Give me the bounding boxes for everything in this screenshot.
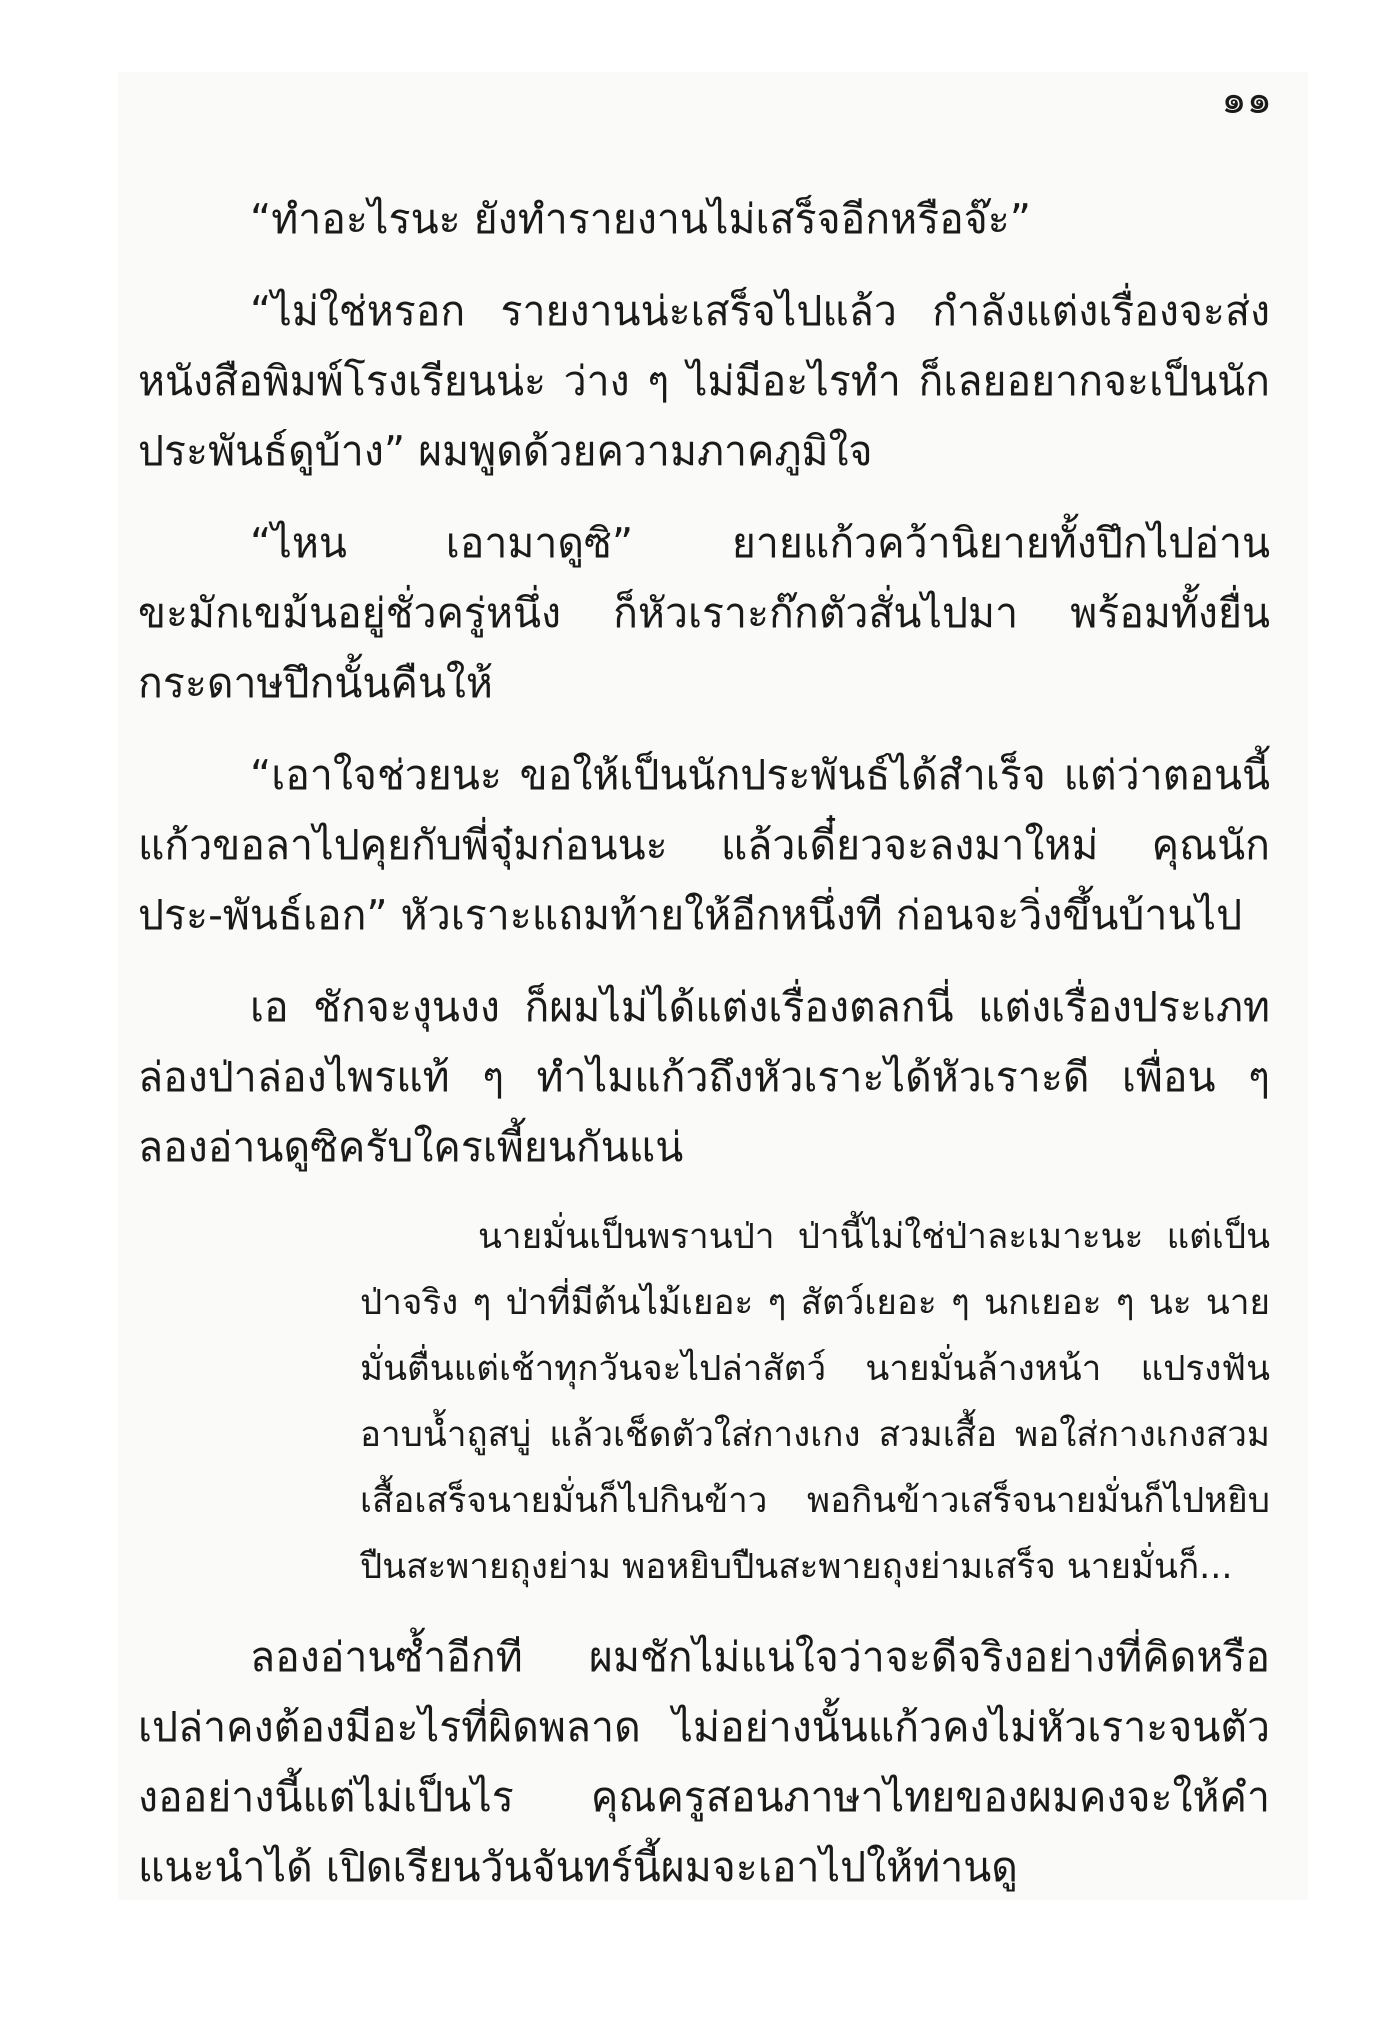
paragraph-2: “ไม่ใช่หรอก รายงานน่ะเสร็จไปแล้ว กำลังแต่งเรื่องจะส่งหนังสือพิมพ์โรงเรียนน่ะ ว่าง ๆ ไม่มีอะไรทำ ก็เลยอยากจะเป็นนักประพันธ์ดูบ้าง” ผมพูดด้วยความภาคภูมิใจ	[138, 287, 1270, 475]
closing-paragraph: ลองอ่านซ้ำอีกที ผมชักไม่แน่ใจว่าจะดีจริงอย่างที่คิดหรือเปล่าคงต้องมีอะไรที่ผิดพลาด ไม่อย่างนั้นแก้วคงไม่หัวเราะจนตัวงออย่างนี้แต่ไม่เป็นไร คุณครูสอนภาษาไทยของผมคงจะให้คำแนะนำได้ เปิดเรียนวันจันทร์นี้ผมจะเอาไปให้ท่านดู	[138, 1633, 1270, 1891]
story-excerpt-quote: นายมั่นเป็นพรานป่า ป่านี้ไม่ใช่ป่าละเมาะนะ แต่เป็นป่าจริง ๆ ป่าที่มีต้นไม้เยอะ ๆ สัตว์เยอะ ๆ นกเยอะ ๆ นะ นายมั่นตื่นแต่เช้าทุกวันจะไปล่าสัตว์ นายมั่นล้างหน้า แปรงฟัน อาบน้ำถูสบู่ แล้วเช็ดตัวใส่กางเกง สวมเสื้อ พอใส่กางเกงสวมเสื้อเสร็จนายมั่นก็ไปกินข้าว พอกินข้าวเสร็จนายมั่นก็ไปหยิบปืนสะพายถุงย่าม พอหยิบปืนสะพายถุงย่ามเสร็จ นายมั่นก็...	[360, 1217, 1270, 1587]
page-number: ๑๑	[1221, 77, 1272, 123]
body-text	[138, 184, 1270, 1924]
paragraph-4: “เอาใจช่วยนะ ขอให้เป็นนักประพันธ์ได้สำเร็จ แต่ว่าตอนนี้แก้วขอลาไปคุยกับพี่จุ๋มก่อนนะ แล้วเดี๋ยวจะลงมาใหม่ คุณนักประ-พันธ์เอก” หัวเราะแถมท้ายให้อีกหนึ่งที ก่อนจะวิ่งขึ้นบ้านไป	[138, 751, 1270, 939]
paragraph-3: “ไหน เอามาดูซิ” ยายแก้วคว้านิยายทั้งปึกไปอ่าน ขะมักเขม้นอยู่ชั่วครู่หนึ่ง ก็หัวเราะก๊กตัวสั่นไปมา พร้อมทั้งยื่นกระดาษปึกนั้นคืนให้	[138, 519, 1270, 707]
document-page	[118, 72, 1308, 1900]
paragraph-1: “ทำอะไรนะ ยังทำรายงานไม่เสร็จอีกหรือจ๊ะ”	[250, 195, 1032, 243]
paragraph-5: เอ ชักจะงุนงง ก็ผมไม่ได้แต่งเรื่องตลกนี่ แต่งเรื่องประเภทล่องป่าล่องไพรแท้ ๆ ทำไมแก้วถึงหัวเราะได้หัวเราะดี เพื่อน ๆ ลองอ่านดูซิครับใครเพี้ยนกันแน่	[138, 983, 1270, 1171]
